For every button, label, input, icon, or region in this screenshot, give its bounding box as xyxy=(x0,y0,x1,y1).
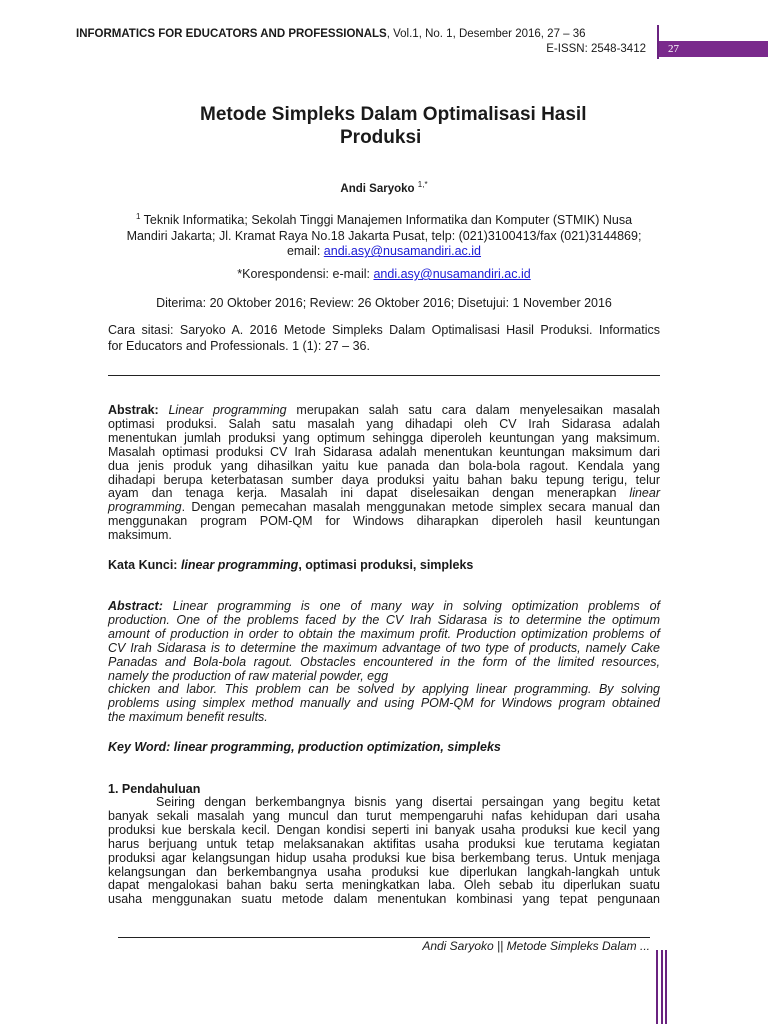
decorative-line-1 xyxy=(656,950,658,1024)
author-superscript: 1,* xyxy=(417,180,428,189)
citation-line-2: for Educators and Professionals. 1 (1): 27 – 36. xyxy=(108,338,370,353)
decorative-line-top xyxy=(657,25,659,59)
abstrak-label: Abstrak: xyxy=(108,403,159,417)
footer-divider xyxy=(118,937,650,938)
journal-header xyxy=(76,28,586,40)
affiliation-line-2: Mandiri Jakarta; Jl. Kramat Raya No.18 Jakarta Pusat, telp: (021)3100413/fax (021)3144869; xyxy=(126,228,642,243)
affiliation-line-1: Teknik Informatika; Sekolah Tinggi Manajemen Informatika dan Komputer (STMIK) Nusa xyxy=(143,213,633,228)
author xyxy=(0,180,768,195)
citation-line-1: Cara sitasi: Saryoko A. 2016 Metode Simpleks Dalam Optimalisasi Hasil Produksi. Informatics xyxy=(108,323,660,337)
header-divider xyxy=(108,375,660,376)
abstract-label: Abstract: xyxy=(108,599,163,613)
page-number-tab: 27 xyxy=(657,41,768,57)
decorative-line-3 xyxy=(665,950,667,1024)
citation xyxy=(108,323,660,354)
corr-email-link[interactable]: andi.asy@nusamandiri.ac.id xyxy=(373,267,531,281)
journal-name: INFORMATICS FOR EDUCATORS AND PROFESSIONALS xyxy=(76,28,387,40)
journal-issue: , Vol.1, No. 1, Desember 2016, 27 – 36 xyxy=(386,28,586,40)
section-body: Seiring dengan berkembangnya bisnis yang disertai persaingan yang begitu ketat banyak sekali masalah yang muncul dan turut mempengaruhi nafas kehidupan dari usaha produksi kue berskala kecil. Dengan kondisi seperti ini banyak usaha produksi kue kecil yang harus berjuang untuk tetap melaksanakan aktifitas usaha produksi kue terutama kegiatan produksi agar kelangsungan hidup usaha produksi kue bisa berkembang terus. Untuk menjaga kelangsungan dan berkembangnya usaha produksi kue diperlukan langkah-langkah untuk dapat mengalokasi bahan baku serta meningkatkan laba. Oleh sebab itu diperlukan suatu usaha menggunakan suatu metode dalam menentukan kombinasi yang tepat pengunaan xyxy=(108,795,660,907)
running-footer: Andi Saryoko || Metode Simpleks Dalam ... xyxy=(422,939,650,953)
email-link[interactable]: andi.asy@nusamandiri.ac.id xyxy=(323,244,482,259)
submission-dates: Diterima: 20 Oktober 2016; Review: 26 Oktober 2016; Disetujui: 1 November 2016 xyxy=(156,296,612,310)
author-name: Andi Saryoko xyxy=(340,182,415,195)
section-heading: 1. Pendahuluan xyxy=(108,782,201,796)
abstrak: Abstrak: Linear programming merupakan salah satu cara dalam menyelesaikan masalah optimasi produksi. Salah satu masalah yang dihadapi oleh CV Irah Sidarasa adalah menentukan jumlah produksi yang optimum sehingga diperoleh keuntungan yang maksimum. Masalah optimasi produksi CV Irah Sidarasa adalah menentukan keuntungan maksimum dari dua jenis produk yang dihasilkan yaitu kue panada dan bola-bola ragout. Kendala yang dihadapi berupa keterbatasan sumber daya produksi yaitu bahan baku tepung terigu, telur ayam dan tenaga kerja. Masalah ini dapat diselesaikan dengan menerapkan linear programming. Dengan pemecahan masalah menggunakan metode simplex secara manual dan menggunakan program POM-QM for Windows diharapkan diperoleh hasil keuntungan maksimum. xyxy=(108,403,660,543)
title-line-2: Produksi xyxy=(340,127,422,148)
corr-label: *Korespondensi: e-mail: xyxy=(237,267,374,281)
email-label: email: xyxy=(286,244,324,259)
paper-title xyxy=(200,103,640,149)
correspondence xyxy=(108,267,660,283)
kata-kunci: Kata Kunci: linear programming, optimasi produksi, simpleks xyxy=(108,558,474,572)
key-word: Key Word: linear programming, production optimization, simpleks xyxy=(108,740,501,754)
eissn: E-ISSN: 2548-3412 xyxy=(546,43,646,55)
affiliation xyxy=(108,209,660,260)
decorative-line-2 xyxy=(661,950,663,1024)
abstract-en: Abstract: Linear programming is one of many way in solving optimization problems of production. One of the problems faced by the CV Irah Sidarasa is to determine the optimum amount of production in order to obtain the maximum profit. Production optimization problems of CV Irah Sidarasa is to determine the maximum advantage of two type of products, namely Cake Panadas and Bola-bola ragout. Obstacles encountered in the form of the limited resources, namely the production of raw material powder, egg chicken and labor. This problem can be solved by applying linear programming. By solving problems using simplex method manually and using POM-QM for Windows program obtained the maximum benefit results. xyxy=(108,599,660,725)
title-line-1: Metode Simpleks Dalam Optimalisasi Hasil xyxy=(200,104,587,125)
affiliation-superscript: 1 xyxy=(135,212,141,221)
